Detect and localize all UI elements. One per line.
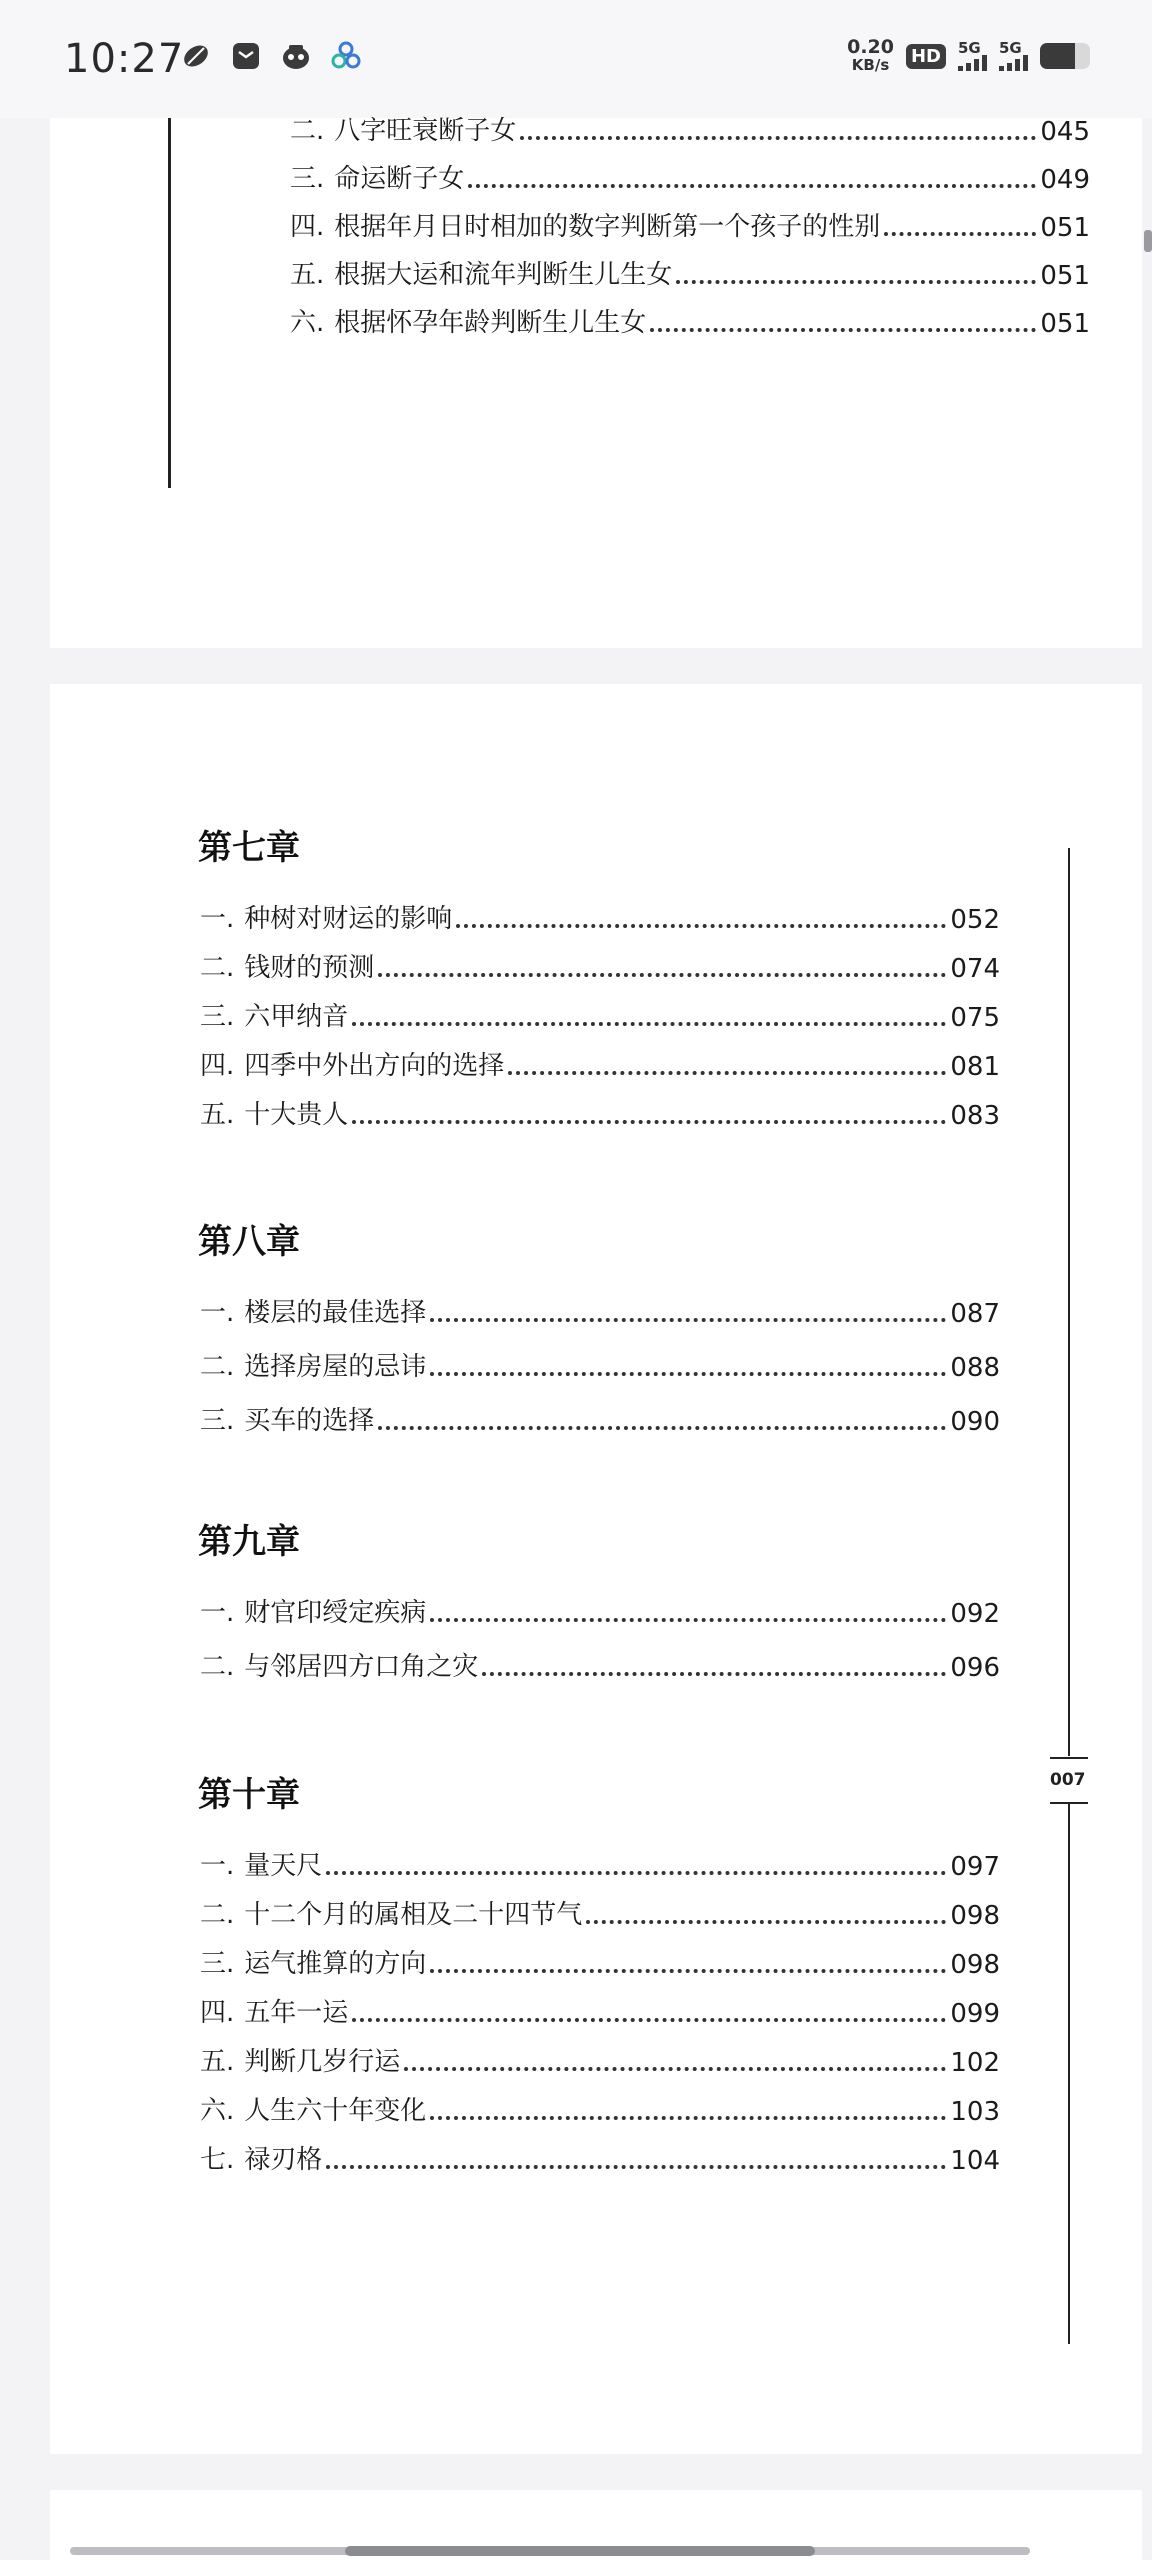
toc-leader-dots (378, 973, 946, 977)
toc-entry[interactable] (200, 1346, 1000, 1383)
mascot-app-icon (280, 40, 312, 72)
toc-entry-number: 五. (290, 260, 325, 290)
toc-entry-page: 052 (950, 905, 1000, 935)
hd-voice-badge: HD (906, 44, 946, 69)
sim1-signal-icon: 5G (958, 41, 987, 71)
toc-entry[interactable] (200, 1646, 1000, 1683)
toc-entry-page: 045 (1040, 117, 1090, 147)
toc-entry-number: 三. (200, 1406, 235, 1436)
page-number-rule-top (1050, 1757, 1088, 1759)
toc-entry-number: 二. (290, 116, 325, 146)
toc-entry-number: 三. (290, 164, 325, 194)
leaf-app-icon (180, 40, 212, 72)
system-indicators (847, 38, 1090, 74)
toc-entry-title: 钱财的预测 (244, 953, 375, 983)
toc-entry-title: 五年一运 (244, 1998, 349, 2028)
toc-entry-title: 六甲纳音 (244, 1002, 349, 1032)
toc-entry-number: 七. (200, 2145, 235, 2175)
toc-entry-title: 八字旺衰断子女 (334, 116, 517, 146)
chapter-title: 第七章 (198, 828, 300, 868)
toc-leader-dots (676, 280, 1036, 284)
toc-entry-number: 六. (290, 308, 325, 338)
toc-entry-title: 根据年月日时相加的数字判断第一个孩子的性别 (334, 212, 881, 242)
toc-entry[interactable] (200, 1400, 1000, 1437)
toc-entry-number: 五. (200, 2047, 235, 2077)
toc-entry-number: 一. (200, 1298, 235, 1328)
toc-entry-page: 074 (950, 954, 1000, 984)
toc-entry-page: 098 (950, 1901, 1000, 1931)
toc-leader-dots (352, 1120, 946, 1124)
toc-entry[interactable] (200, 2041, 1000, 2078)
toc-leader-dots (650, 328, 1036, 332)
toc-entry[interactable] (200, 1592, 1000, 1629)
toc-leader-dots (430, 1372, 946, 1376)
toc-entry-page: 090 (950, 1407, 1000, 1437)
toc-entry[interactable] (290, 110, 1090, 147)
toc-entry-number: 五. (200, 1100, 235, 1130)
toc-entry[interactable] (200, 1894, 1000, 1931)
toc-leader-dots (378, 1426, 946, 1430)
page-number: 007 (1050, 1770, 1086, 1790)
toc-entry-number: 二. (200, 1352, 235, 1382)
toc-entry-page: 099 (950, 1999, 1000, 2029)
toc-entry-page: 049 (1040, 165, 1090, 195)
toc-entry-page: 096 (950, 1653, 1000, 1683)
toc-leader-dots (430, 1618, 946, 1622)
sim2-signal-icon: 5G (999, 41, 1028, 71)
toc-leader-dots (456, 924, 946, 928)
toc-entry-title: 命运断子女 (334, 164, 465, 194)
toc-entry-number: 三. (200, 1002, 235, 1032)
toc-entry[interactable] (200, 996, 1000, 1033)
toc-entry[interactable] (200, 1992, 1000, 2029)
toc-leader-dots (482, 1672, 946, 1676)
toc-entry-page: 092 (950, 1599, 1000, 1629)
toc-leader-dots (430, 2116, 946, 2120)
toc-entry-page: 104 (950, 2146, 1000, 2176)
toc-entry[interactable] (290, 206, 1090, 243)
notification-icons (180, 40, 362, 72)
toc-leader-dots (468, 184, 1036, 188)
vertical-scroll-indicator[interactable] (1144, 230, 1152, 252)
toc-entry-number: 一. (200, 1598, 235, 1628)
toc-entry[interactable] (200, 2090, 1000, 2127)
toc-entry-number: 二. (200, 1900, 235, 1930)
toc-entry-title: 运气推算的方向 (244, 1949, 427, 1979)
toc-leader-dots (586, 1920, 946, 1924)
toc-entry-title: 禄刃格 (244, 2145, 323, 2175)
toc-entry-number: 四. (200, 1051, 235, 1081)
toc-entry[interactable] (200, 1045, 1000, 1082)
toc-entry-page: 083 (950, 1101, 1000, 1131)
status-bar (0, 0, 1152, 118)
toc-entry[interactable] (290, 158, 1090, 195)
toc-leader-dots (520, 136, 1036, 140)
page-margin-rule (1068, 1802, 1070, 2344)
toc-leader-dots (352, 1022, 946, 1026)
chapter-title: 第九章 (198, 1522, 300, 1562)
chapter-title: 第八章 (198, 1222, 300, 1262)
toc-entry-page: 097 (950, 1852, 1000, 1882)
toc-leader-dots (404, 2067, 946, 2071)
toc-entry[interactable] (200, 1943, 1000, 1980)
toc-entry-number: 四. (290, 212, 325, 242)
network-speed: 0.20 KB/s (847, 36, 894, 74)
battery-icon (1040, 43, 1090, 69)
toc-entry-title: 根据大运和流年判断生儿生女 (334, 260, 673, 290)
toc-entry[interactable] (200, 898, 1000, 935)
toc-entry-number: 四. (200, 1998, 235, 2028)
toc-entry-title: 选择房屋的忌讳 (244, 1352, 427, 1382)
toc-entry-number: 二. (200, 953, 235, 983)
toc-entry-number: 一. (200, 904, 235, 934)
page-margin-rule (1068, 848, 1070, 1756)
toc-entry[interactable] (290, 254, 1090, 291)
toc-entry-page: 051 (1040, 261, 1090, 291)
toc-entry-page: 051 (1040, 309, 1090, 339)
toc-entry-number: 三. (200, 1949, 235, 1979)
toc-leader-dots (430, 1318, 946, 1322)
toc-entry-page: 081 (950, 1052, 1000, 1082)
toc-entry-title: 楼层的最佳选择 (244, 1298, 427, 1328)
horizontal-scrollbar-thumb[interactable] (345, 2546, 815, 2556)
toc-entry-page: 088 (950, 1353, 1000, 1383)
toc-entry-page: 051 (1040, 213, 1090, 243)
toc-leader-dots (326, 2165, 946, 2169)
toc-entry-title: 判断几岁行运 (244, 2047, 401, 2077)
toc-entry-title: 买车的选择 (244, 1406, 375, 1436)
toc-entry[interactable] (200, 947, 1000, 984)
toc-entry-title: 十二个月的属相及二十四节气 (244, 1900, 583, 1930)
toc-entry[interactable] (200, 1292, 1000, 1329)
toc-entry-title: 十大贵人 (244, 1100, 349, 1130)
toc-entry[interactable] (200, 1094, 1000, 1131)
toc-entry[interactable] (290, 302, 1090, 339)
toc-leader-dots (326, 1871, 946, 1875)
toc-entry-title: 种树对财运的影响 (244, 904, 453, 934)
toc-entry-number: 二. (200, 1652, 235, 1682)
toc-entry-page: 087 (950, 1299, 1000, 1329)
toc-entry-title: 根据怀孕年龄判断生儿生女 (334, 308, 647, 338)
toc-entry-title: 与邻居四方口角之灾 (244, 1652, 479, 1682)
toc-entry-page: 098 (950, 1950, 1000, 1980)
toc-entry-page: 075 (950, 1003, 1000, 1033)
toc-entry-page: 102 (950, 2048, 1000, 2078)
chapter-title: 第十章 (198, 1775, 300, 1815)
message-app-icon (230, 40, 262, 72)
toc-entry-page: 103 (950, 2097, 1000, 2127)
toc-entry-title: 四季中外出方向的选择 (244, 1051, 505, 1081)
toc-entry[interactable] (200, 2139, 1000, 2176)
document-page-1[interactable] (50, 118, 1142, 648)
toc-leader-dots (884, 232, 1036, 236)
document-page-2[interactable] (50, 684, 1142, 2454)
toc-entry-title: 财官印绶定疾病 (244, 1598, 427, 1628)
toc-entry-number: 一. (200, 1851, 235, 1881)
clover-app-icon (330, 40, 362, 72)
toc-leader-dots (508, 1071, 946, 1075)
toc-entry-title: 量天尺 (244, 1851, 323, 1881)
toc-leader-dots (430, 1969, 946, 1973)
toc-entry[interactable] (200, 1845, 1000, 1882)
page-margin-rule (168, 118, 171, 488)
toc-entry-title: 人生六十年变化 (244, 2096, 427, 2126)
toc-leader-dots (352, 2018, 946, 2022)
clock: 10:27 (64, 36, 185, 82)
toc-entry-number: 六. (200, 2096, 235, 2126)
